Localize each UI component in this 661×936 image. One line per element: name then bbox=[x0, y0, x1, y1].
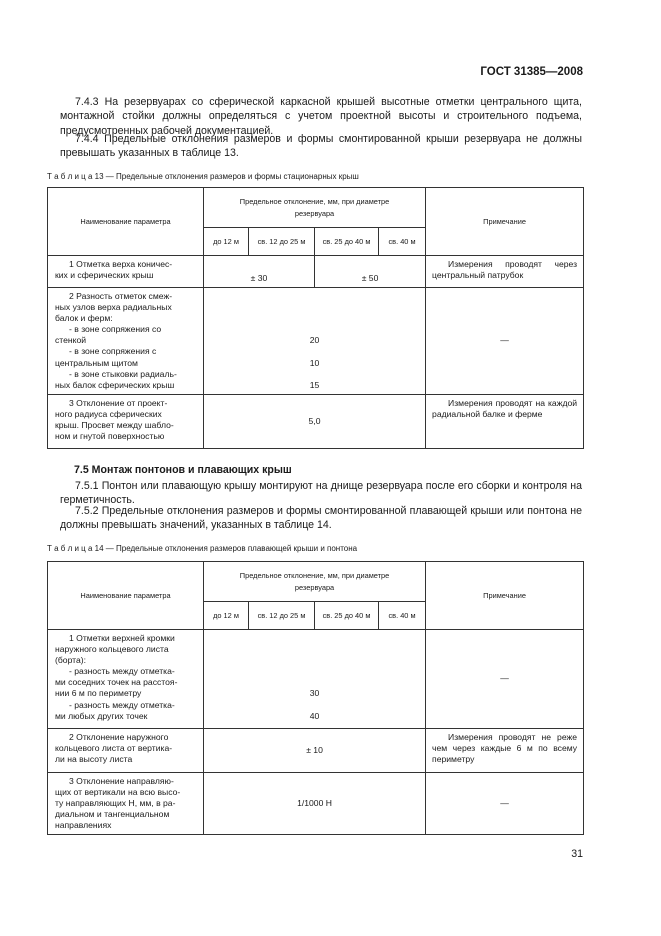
t14-header-d2: св. 12 до 25 м bbox=[249, 602, 315, 630]
t14-row2-note bbox=[426, 729, 584, 773]
text-line: кольцевого листа от вертика- bbox=[55, 743, 173, 754]
t13-header-d3: св. 25 до 40 м bbox=[315, 228, 379, 256]
text-line: центральным щитом bbox=[55, 357, 138, 368]
text-line: 3 Отклонение от проект- bbox=[69, 398, 168, 408]
table-13 bbox=[47, 187, 584, 449]
t14-header-d3: св. 25 до 40 м bbox=[315, 602, 379, 630]
text-line: диальном и тангенциальном bbox=[55, 809, 170, 820]
paragraph-7-5-1: 7.5.1 Понтон или плавающую крышу монтируют на днище резервуара после его сборки и контроля на герметичность. bbox=[60, 480, 582, 507]
text-line: щих от вертикали на всю высо- bbox=[55, 787, 181, 798]
value-line: 20 bbox=[309, 335, 320, 346]
value-line bbox=[204, 291, 425, 302]
text-line: ных балок сферических крыш bbox=[55, 379, 175, 390]
text-line: - в зоне стыковки радиаль- bbox=[69, 368, 177, 379]
value-line: 15 bbox=[309, 379, 320, 390]
t13-row2-param bbox=[48, 288, 204, 395]
paragraph-7-5-2: 7.5.2 Предельные отклонения размеров и формы смонтированной плавающей крыши или понтона не должны превышать значений, указанных в таблице 14. bbox=[60, 505, 582, 532]
value-line bbox=[204, 313, 425, 324]
section-heading-7-5: 7.5 Монтаж понтонов и плавающих крыш bbox=[74, 464, 292, 476]
t14-row2-value: ± 10 bbox=[204, 729, 426, 773]
value-line bbox=[204, 700, 425, 711]
t14-row1-note: — bbox=[426, 630, 584, 729]
table-14 bbox=[47, 561, 584, 835]
t14-row3-param bbox=[48, 773, 204, 835]
text-line: ли на высоту листа bbox=[55, 754, 133, 765]
text-line: (борта): bbox=[55, 655, 87, 666]
t13-row2-note: — bbox=[426, 288, 584, 395]
t13-row3-note bbox=[426, 395, 584, 449]
t14-row3-note: — bbox=[426, 773, 584, 835]
t13-row1-note bbox=[426, 256, 584, 288]
note-text: Измерения проводят не реже чем через каждые 6 м по всему периметру bbox=[432, 732, 578, 765]
value-line: 30 bbox=[309, 688, 320, 699]
t13-row1-value-large: ± 50 bbox=[315, 256, 426, 288]
text-line: ми любых других точек bbox=[55, 710, 148, 721]
t13-row3-param bbox=[48, 395, 204, 449]
t13-header-d4: св. 40 м bbox=[379, 228, 426, 256]
paragraph-7-4-3: 7.4.3 На резервуарах со сферической каркасной крышей высотные отметки центрального щита, монтажной стойки должны определяться с учетом проектной высоты и строительного подъема, предусмотренных рабочей документацией. bbox=[60, 96, 582, 137]
t14-row1-param bbox=[48, 630, 204, 729]
value-line bbox=[204, 324, 425, 335]
table-14-caption: Т а б л и ц а 14 — Предельные отклонения размеров плавающей крыши и понтона bbox=[47, 544, 358, 553]
t14-header-deviation: Предельное отклонение, мм, при диаметре резервуара bbox=[204, 562, 426, 602]
text-line: наружного кольцевого листа bbox=[55, 644, 169, 655]
t13-header-note: Примечание bbox=[426, 188, 584, 256]
text-line: - в зоне сопряжения с bbox=[69, 346, 157, 357]
t14-row3-value: 1/1000 Н bbox=[204, 773, 426, 835]
value-line: 40 bbox=[309, 710, 320, 721]
value-line bbox=[204, 346, 425, 357]
text-line: ного радиуса сферических bbox=[55, 409, 162, 420]
t14-header-note: Примечание bbox=[426, 562, 584, 630]
text-line: ту направляющих Н, мм, в ра- bbox=[55, 798, 176, 809]
text-line: ном и гнутой поверхностью bbox=[55, 431, 165, 442]
text-line: 2 Разность отметок смеж- bbox=[69, 291, 173, 301]
t14-header-d1: до 12 м bbox=[204, 602, 249, 630]
page-number: 31 bbox=[571, 848, 583, 860]
value-line bbox=[204, 369, 425, 380]
text-line: ных узлов верха радиальных bbox=[55, 302, 172, 313]
value-line bbox=[204, 644, 425, 655]
text-line: - разность между отметка- bbox=[69, 666, 175, 677]
table-13-caption: Т а б л и ц а 13 — Предельные отклонения размеров и формы стационарных крыш bbox=[47, 172, 359, 181]
document-header: ГОСТ 31385—2008 bbox=[480, 66, 583, 78]
t14-row2-param bbox=[48, 729, 204, 773]
t13-header-deviation: Предельное отклонение, мм, при диаметре резервуара bbox=[204, 188, 426, 228]
text-line: 1 Отметка верха коничес- bbox=[69, 259, 173, 269]
t13-row1-param bbox=[48, 256, 204, 288]
text-line: крыш. Просвет между шабло- bbox=[55, 420, 174, 431]
text-line: - разность между отметка- bbox=[69, 699, 175, 710]
text-line: ми соседних точек на расстоя- bbox=[55, 677, 178, 688]
paragraph-7-4-4: 7.4.4 Предельные отклонения размеров и формы смонтированной крыши резервуара не должны превышать указанных в таблице 13. bbox=[60, 133, 582, 160]
text-line: 1 Отметки верхней кромки bbox=[69, 633, 175, 643]
t14-row1-values bbox=[204, 630, 426, 729]
value-line bbox=[204, 666, 425, 677]
text-line: ких и сферических крыш bbox=[55, 270, 154, 281]
text-line: - в зоне сопряжения со bbox=[69, 324, 162, 335]
text-line: нии 6 м по периметру bbox=[55, 688, 142, 699]
t14-header-param: Наименование параметра bbox=[48, 562, 204, 630]
t14-header-d4: св. 40 м bbox=[379, 602, 426, 630]
t13-header-d2: св. 12 до 25 м bbox=[249, 228, 315, 256]
value-line bbox=[204, 655, 425, 666]
t13-header-d1: до 12 м bbox=[204, 228, 249, 256]
value-line: 10 bbox=[309, 357, 320, 368]
note-text: Измерения проводят на каждой радиальной балке и ферме bbox=[432, 398, 578, 420]
t13-row1-value-small: ± 30 bbox=[204, 256, 315, 288]
t13-row3-value: 5,0 bbox=[204, 395, 426, 449]
note-text: Измерения проводят через центральный патрубок bbox=[432, 259, 578, 281]
value-line bbox=[204, 302, 425, 313]
text-line: 3 Отклонение направляю- bbox=[69, 776, 174, 786]
value-line bbox=[204, 633, 425, 644]
value-line bbox=[204, 677, 425, 688]
text-line: направлениях bbox=[55, 820, 112, 831]
t13-row2-values bbox=[204, 288, 426, 395]
text-line: стенкой bbox=[55, 335, 87, 346]
text-line: балок и ферм: bbox=[55, 313, 113, 324]
text-line: 2 Отклонение наружного bbox=[69, 732, 169, 742]
t13-header-param: Наименование параметра bbox=[48, 188, 204, 256]
